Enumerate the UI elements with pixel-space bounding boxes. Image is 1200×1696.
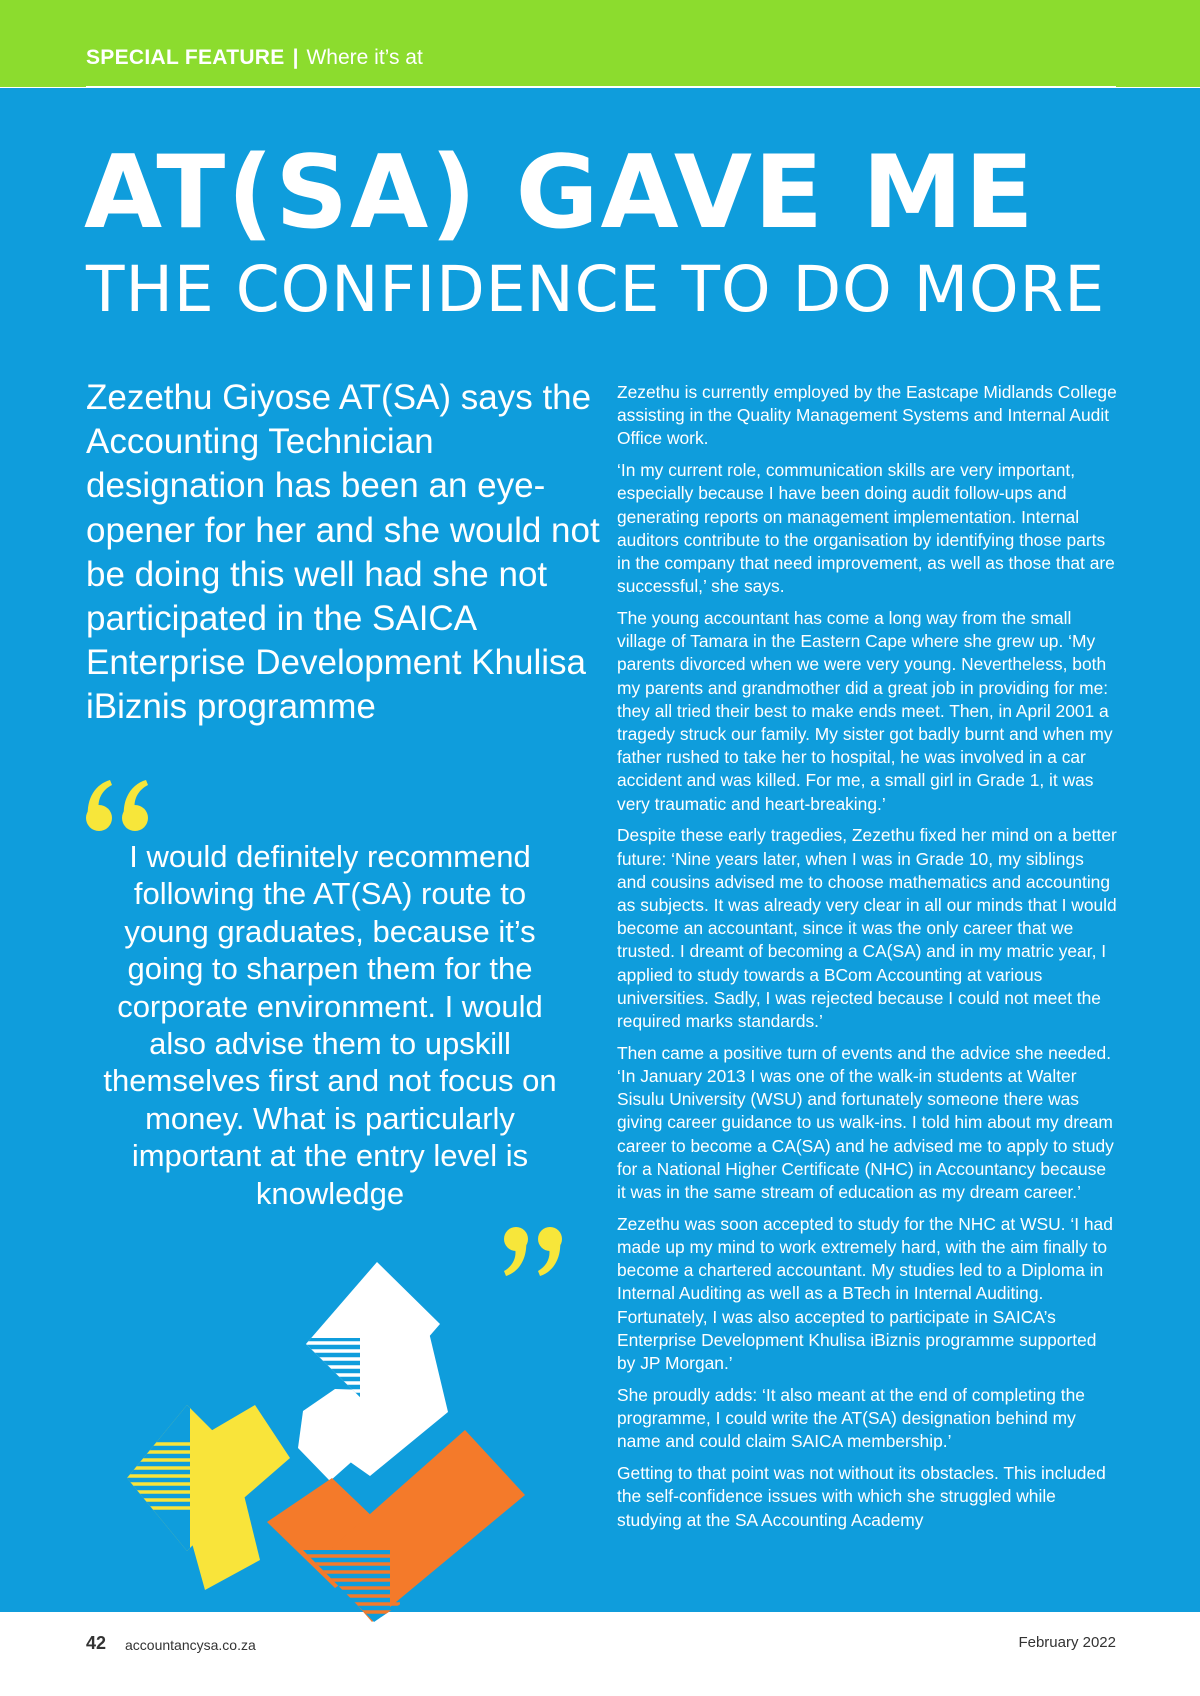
yellow-stripes — [120, 1400, 200, 1560]
pull-quote: I would definitely recommend following the AT(SA) route to young graduates, because it’s going to sharpen them for the corporate environment. I would also advise them to upskill themselves first and not focus on money. What is particularly important at the entry level is knowledge — [103, 839, 557, 1211]
page-number: 42 — [86, 1633, 107, 1653]
body-paragraph: Zezethu is currently employed by the Eastcape Midlands College assisting in the Quality Management Systems and Internal Audit Office work. — [617, 382, 1117, 449]
subheadline: THE CONFIDENCE TO DO MORE — [86, 253, 1106, 326]
header-separator: | — [292, 46, 299, 69]
body-paragraph: Despite these early tragedies, Zezethu fixed her mind on a better future: ‘Nine years later, when I was in Grade 10, my siblings and cousins advised me to choose mathematics and accounting as subjects. It was already very clear in all our minds that I would become an accountant, since it was the only career that we trusted. I dreamt of becoming a CA(SA) and in my matric year, I applied to study towards a BCom Accounting at various universities. Sadly, I was rejected because I could not meet the required marks standards.’ — [617, 825, 1117, 1032]
orange-stripes — [300, 1550, 400, 1625]
section-subtitle: Where it’s at — [306, 46, 423, 69]
body-paragraph: ‘In my current role, communication skills are very important, especially because I have been doing audit follow-ups and generating reports on management implementation. Internal auditors contribute to the organisation by identifying those parts in the company that need improvement, as well as those that are successful,’ she says. — [617, 460, 1115, 597]
body-paragraph: The young accountant has come a long way from the small village of Tamara in the Eastern Cape where she grew up. ‘My parents divorced when we were very young. Nevertheless, both my parents and grandmother did a great job in providing for me: they all tried their best to make ends meet. Then, in April 2001 a tragedy struck our family. My sister got badly burnt and when my father rushed to take her to hospital, he was involved in a car accident and was killed. For me, a small girl in Grade 1, it was very traumatic and heart-breaking.’ — [617, 608, 1113, 814]
body-paragraph: Zezethu was soon accepted to study for the NHC at WSU. ‘I had made up my mind to work extremely hard, with the aim finally to become a chartered accountant. My studies led to a Diploma in Internal Auditing as well as a BTech in Internal Auditing. Fortunately, I was also accepted to participate in SAICA’s Enterprise Development Khulisa iBiznis programme supported by JP Morgan.’ — [617, 1213, 1113, 1374]
standfirst: Zezethu Giyose AT(SA) says the Accounting Technician designation has been an eye-opener for her and she would not be doing this well had she not participated in the SAICA Enterprise Development Khulisa iBiznis programme — [86, 378, 600, 727]
orange-chevron-shape — [267, 1430, 525, 1622]
body-paragraph: She proudly adds: ‘It also meant at the end of completing the programme, I could write the AT(SA) designation behind my name and could claim SAICA membership.’ — [617, 1384, 1085, 1452]
footer-website: accountancysa.co.za — [125, 1637, 256, 1653]
article-body — [617, 381, 1117, 1540]
body-paragraph: Then came a positive turn of events and the advice she needed. ‘In January 2013 I was one of the walk-in students at Walter Sisulu University (WSU) and fortunately someone there was giving career guidance to us walk-ins. I told him about my dream career to become a CA(SA) and he advised me to apply to study for a National Higher Certificate (NHC) in Accountancy because it was in the same stream of education as my dream career.’ — [617, 1042, 1114, 1203]
footer-date: February 2022 — [1018, 1634, 1116, 1651]
section-label: SPECIAL FEATURE — [86, 46, 285, 69]
body-paragraph: Getting to that point was not without its obstacles. This included the self-confidence issues with which she struggled while studying at the SA Accounting Academy — [617, 1463, 1106, 1530]
white-chevron-shape — [298, 1262, 448, 1481]
headline: AT(SA) GAVE ME — [84, 133, 1036, 251]
